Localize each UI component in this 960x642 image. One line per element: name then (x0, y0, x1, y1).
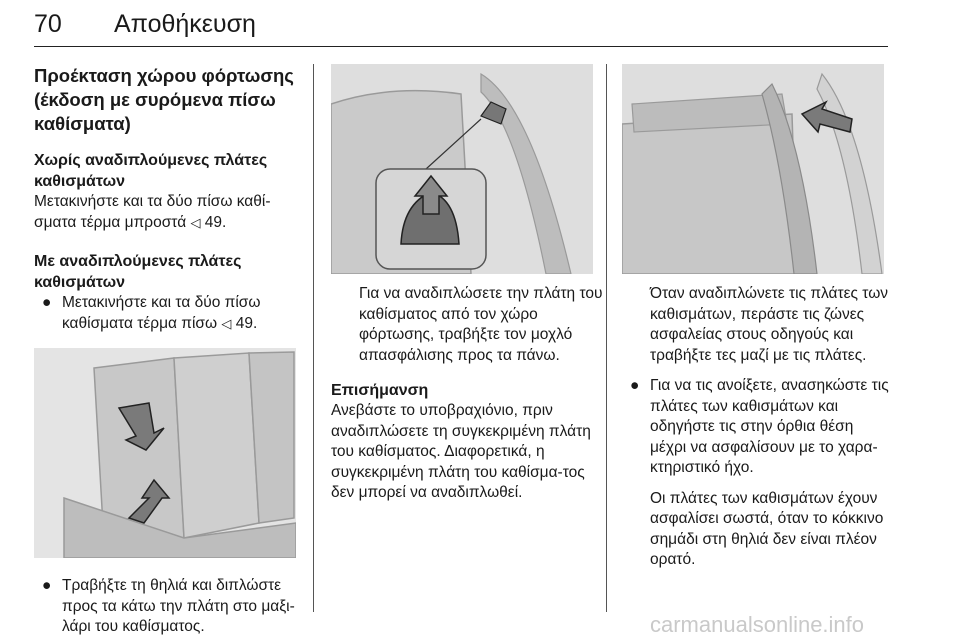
section-title: Προέκταση χώρου φόρτωσης (έκδοση με συρόμενα πίσω καθίσματα) (34, 65, 294, 134)
seatbelt-guide-illustration (622, 64, 884, 274)
list-item: ● Τραβήξτε τη θηλιά και διπλώστε προς τα κάτω την πλάτη στο μαξι-λάρι του καθίσματος. (42, 577, 295, 635)
subsection-title-no-folding: Χωρίς αναδιπλούμενες πλάτες καθισμάτων (34, 152, 268, 190)
page-ref-icon: ◁ (221, 315, 232, 331)
seat-fold-illustration (34, 348, 296, 558)
column-divider (313, 64, 314, 612)
page-ref-icon: ◁ (190, 214, 201, 230)
subsection-title-with-folding: Με αναδιπλούμενες πλάτες καθισμάτων (34, 253, 242, 291)
page-ref: 49. (235, 314, 258, 332)
column-left (34, 64, 302, 638)
list-item: ● Για να τις ανοίξετε, ανασηκώστε τις πλάτες των καθισμάτων και οδηγήστε τις στην όρθια θέση μέχρι να ασφαλίσουν με το χαρα-κτηριστικό ήχο. (630, 377, 889, 476)
page-ref: 49. (204, 213, 227, 231)
bullet-icon: ● (42, 577, 52, 594)
column-middle (331, 64, 609, 504)
list-item: ● Μετακινήστε και τα δύο πίσω καθίσματα τέρμα πίσω ◁ 49. (34, 293, 302, 334)
note-text: Ανεβάστε το υποβραχιόνιο, πριν αναδιπλώσετε τη συγκεκριμένη πλάτη του καθίσματος. Διαφορετικά, η συγκεκριμένη πλάτη του καθίσμα-τος δεν μπορεί να αναδιπλωθεί. (331, 402, 591, 501)
bullet-icon: ● (42, 294, 52, 311)
note-title: Επισήμανση (331, 382, 429, 399)
chapter-title: Αποθήκευση (114, 10, 256, 38)
watermark: carmanualsonline.info (650, 612, 865, 637)
figure-caption: Όταν αναδιπλώνετε τις πλάτες των καθισμάτων, περάστε τις ζώνες ασφαλείας στους οδηγούς και τραβήξτε τες μαζί με τις πλάτες. (650, 285, 889, 364)
instruction-text: Μετακινήστε και τα δύο πίσω καθί-σματα τέρμα μπροστά ◁ 49. (34, 192, 302, 233)
release-lever-illustration (331, 64, 593, 274)
column-divider (606, 64, 607, 612)
column-right (622, 64, 890, 571)
page-number: 70 (34, 10, 62, 38)
bullet-icon: ● (630, 377, 640, 394)
page-header (34, 2, 888, 47)
followup-text: Οι πλάτες των καθισμάτων έχουν ασφαλίσει σωστά, όταν το κόκκινο σημάδι στη θηλιά δεν είναι πλέον ορατό. (650, 489, 884, 568)
figure-caption: Για να αναδιπλώσετε την πλάτη του καθίσματος από τον χώρο φόρτωσης, τραβήξτε τον μοχλό απασφάλισης προς τα πάνω. (359, 285, 603, 364)
